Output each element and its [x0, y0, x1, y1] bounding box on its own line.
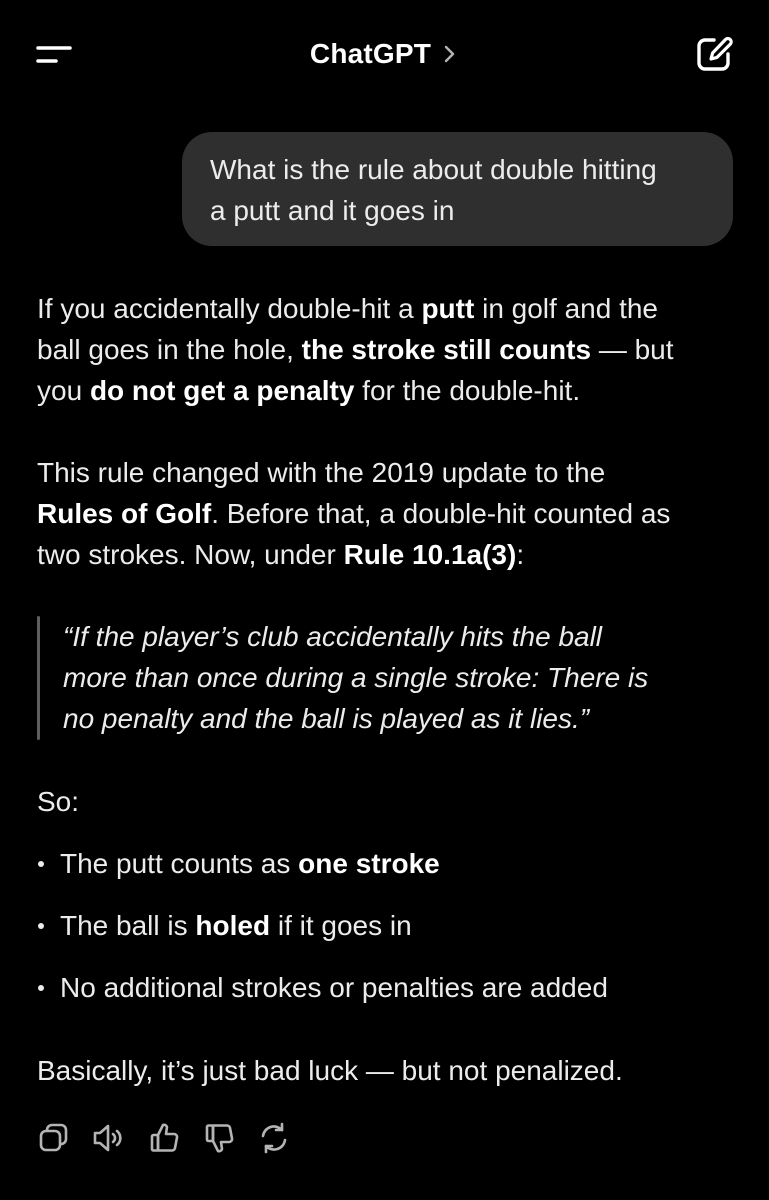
bold-text: Rule 10.1a(3): [343, 539, 517, 570]
blockquote: [37, 616, 737, 740]
assistant-paragraph-1: [37, 288, 737, 411]
bullet-list: [37, 843, 737, 1029]
closing-text: Basically, it’s just bad luck — but not penalized.: [37, 1055, 623, 1086]
bold-text: the stroke still counts: [301, 334, 592, 365]
quote-bar: [37, 616, 40, 740]
text-span: If you accidentally double-hit a: [37, 293, 422, 324]
text-span: if it goes in: [270, 910, 412, 941]
new-chat-icon[interactable]: [692, 32, 736, 76]
thumbs-up-icon[interactable]: [147, 1120, 183, 1156]
assistant-paragraph-2: [37, 452, 737, 575]
so-label: So:: [37, 786, 80, 817]
text-span: This rule changed with the 2019 update to the: [37, 457, 606, 488]
text-span: The putt counts as: [60, 848, 299, 879]
bold-text: holed: [195, 910, 271, 941]
list-item: [37, 967, 737, 1029]
text-span: two strokes. Now, under: [37, 539, 344, 570]
quote-line: “If the player’s club accidentally hits the ball: [63, 621, 603, 652]
copy-icon[interactable]: [36, 1120, 72, 1156]
regenerate-icon[interactable]: [256, 1120, 292, 1156]
quote-text: [63, 616, 743, 739]
text-span: . Before that, a double-hit counted as: [211, 498, 671, 529]
bold-text: Rules of Golf: [37, 498, 212, 529]
bullet-dot: [38, 923, 44, 929]
text-span: in golf and the: [474, 293, 659, 324]
bold-text: putt: [421, 293, 475, 324]
quote-line: no penalty and the ball is played as it lies.”: [63, 703, 590, 734]
text-span: you: [37, 375, 90, 406]
app-title: ChatGPT: [309, 38, 432, 69]
chevron-right-icon: [439, 34, 459, 74]
bold-text: one stroke: [298, 848, 440, 879]
thumbs-down-icon[interactable]: [202, 1120, 238, 1156]
text-span: for the double-hit.: [354, 375, 581, 406]
user-message-line: a putt and it goes in: [210, 195, 455, 226]
bold-text: do not get a penalty: [89, 375, 355, 406]
assistant-message: [37, 288, 737, 575]
user-message-bubble: [182, 132, 733, 246]
top-bar: [0, 0, 769, 110]
text-span: — but: [591, 334, 674, 365]
list-item: [37, 843, 737, 905]
list-item: [37, 905, 737, 967]
model-selector[interactable]: [0, 34, 769, 74]
speaker-icon[interactable]: [91, 1120, 127, 1156]
user-message-line: What is the rule about double hitting: [210, 154, 657, 185]
text-span: ball goes in the hole,: [37, 334, 302, 365]
quote-line: more than once during a single stroke: There is: [63, 662, 649, 693]
text-span: :: [516, 539, 525, 570]
text-span: No additional strokes or penalties are added: [60, 972, 608, 1003]
bullet-dot: [38, 861, 44, 867]
text-span: The ball is: [60, 910, 196, 941]
bullet-dot: [38, 985, 44, 991]
message-actions: [36, 1120, 316, 1160]
